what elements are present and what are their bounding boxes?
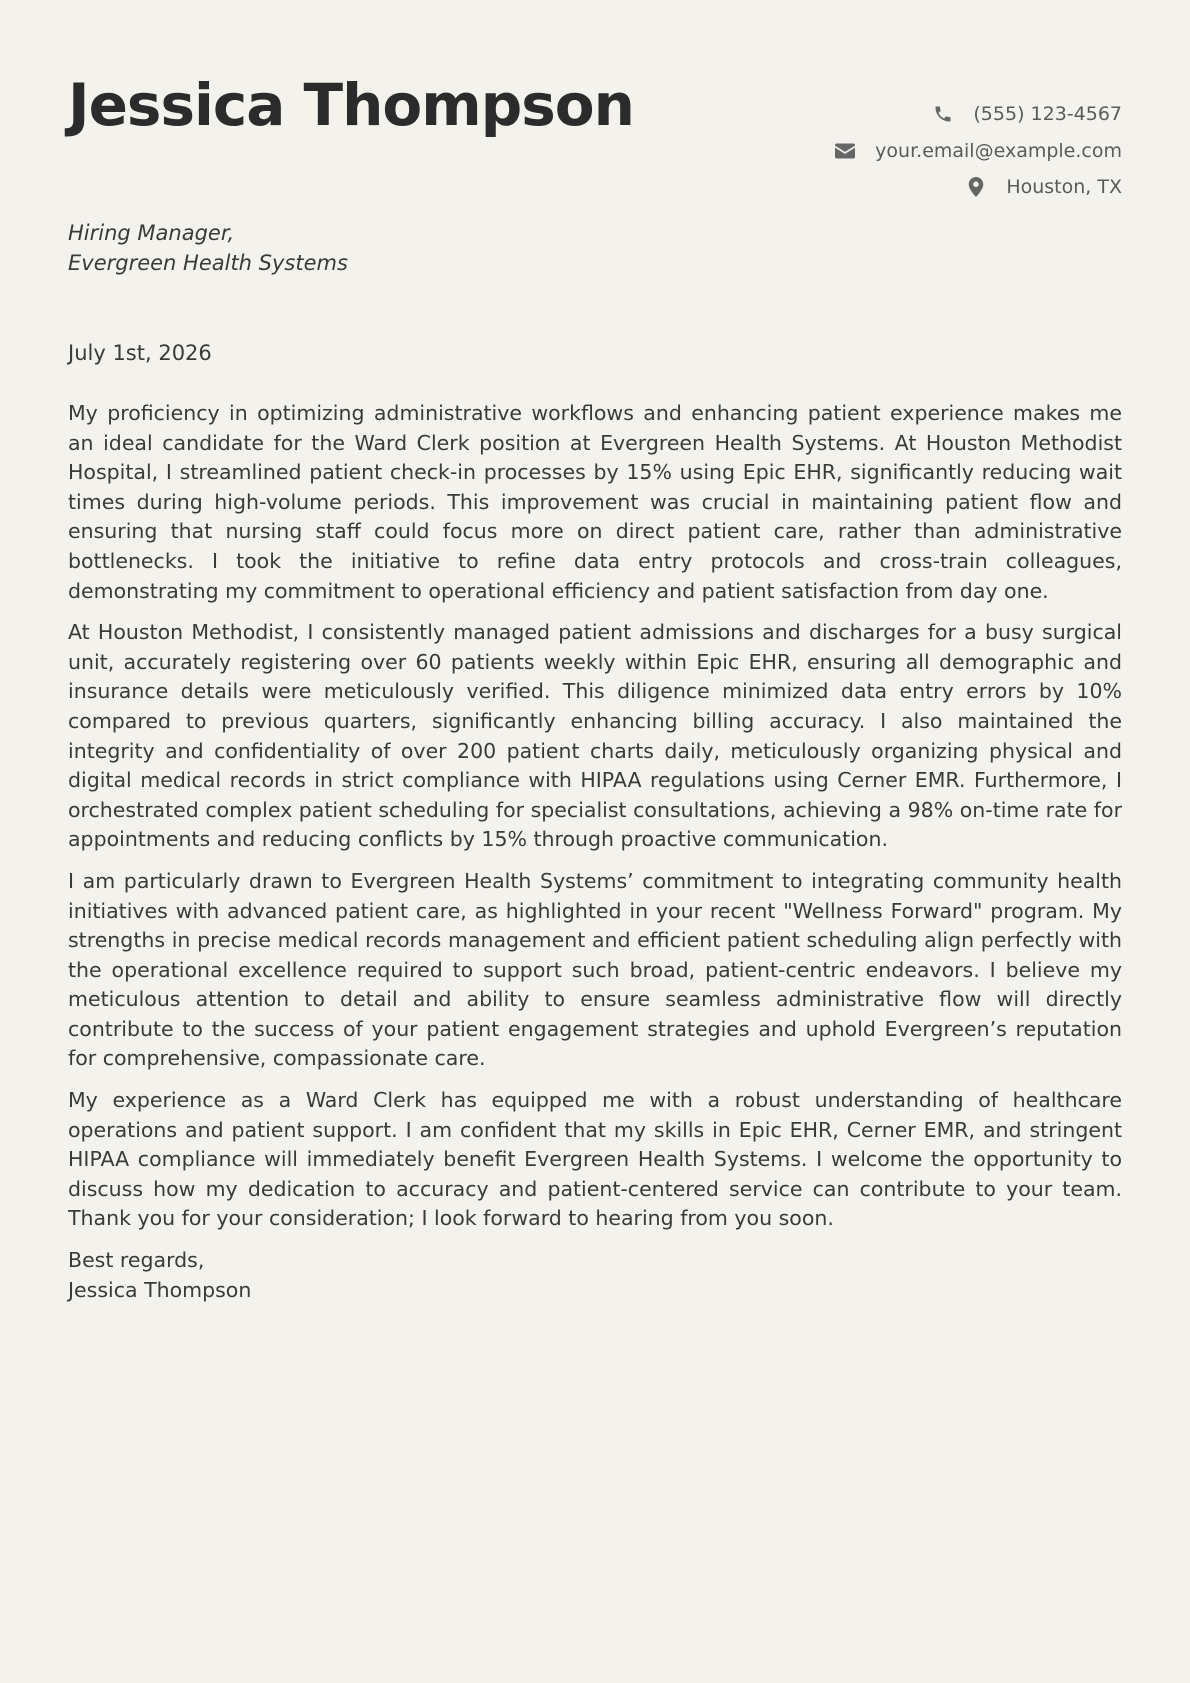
letter-body [68, 399, 1122, 1234]
recipient-title: Hiring Manager, [68, 221, 235, 245]
location-text: Houston, TX [1006, 176, 1122, 199]
contact-location [835, 169, 1122, 206]
letter-header [68, 0, 1122, 199]
body-paragraph: I am particularly drawn to Evergreen Health Systems’ commitment to integrating community health initiatives with advanced patient care, as highlighted in your recent "Wellness Forward" program. My strengths in precise medical records management and efficient patient scheduling align perfectly with the operational excellence required to support such broad, patient-centric endeavors. I believe my meticulous attention to detail and ability to ensure seamless administrative flow will directly contribute to the success of your patient engagement strategies and uphold Evergreen’s reputation for comprehensive, compassionate care. [68, 868, 1122, 1071]
closing-block [68, 1246, 1122, 1305]
body-paragraph: My proficiency in optimizing administrative workflows and enhancing patient experience makes me an ideal candidate for the Ward Clerk position at Evergreen Health Systems. At Houston Methodist Hospital, I streamlined patient check-in processes by 15% using Epic EHR, significantly reducing wait times during high-volume periods. This improvement was crucial in maintaining patient flow and ensuring that nursing staff could focus more on direct patient care, rather than administrative bottlenecks. I took the initiative to refine data entry protocols and cross-train colleagues, demonstrating my commitment to operational efficiency and patient satisfaction from day one. [68, 401, 1122, 603]
contact-info [835, 96, 1122, 206]
contact-phone [835, 96, 1122, 133]
closing-salutation: Best regards, [68, 1248, 205, 1273]
email-text: your.email@example.com [875, 139, 1122, 162]
phone-icon [933, 104, 953, 124]
letter-date: July 1st, 2026 [68, 341, 212, 365]
body-paragraph: My experience as a Ward Clerk has equipped me with a robust understanding of healthcare operations and patient support. I am confident that my skills in Epic EHR, Cerner EMR, and stringent HIPAA compliance will immediately benefit Evergreen Health Systems. I welcome the opportunity to discuss how my dedication to accuracy and patient-centered service can contribute to your team. Thank you for your consideration; I look forward to hearing from you soon. [68, 1088, 1122, 1231]
envelope-icon [835, 141, 855, 161]
applicant-name: Jessica Thompson [68, 71, 634, 139]
phone-text: (555) 123-4567 [973, 103, 1122, 126]
closing-signature: Jessica Thompson [68, 1277, 252, 1302]
contact-email [835, 133, 1122, 170]
recipient-block [68, 218, 1122, 278]
recipient-company: Evergreen Health Systems [68, 251, 348, 275]
map-pin-icon [966, 177, 986, 197]
body-paragraph: At Houston Methodist, I consistently managed patient admissions and discharges for a busy surgical unit, accurately registering over 60 patients weekly within Epic EHR, ensuring all demographic and insurance details were meticulously verified. This diligence minimized data entry errors by 10% compared to previous quarters, significantly enhancing billing accuracy. I also maintained the integrity and confidentiality of over 200 patient charts daily, meticulously organizing physical and digital medical records in strict compliance with HIPAA regulations using Cerner EMR. Furthermore, I orchestrated complex patient scheduling for specialist consultations, achieving a 98% on-time rate for appointments and reducing conflicts by 15% through proactive communication. [68, 620, 1122, 852]
